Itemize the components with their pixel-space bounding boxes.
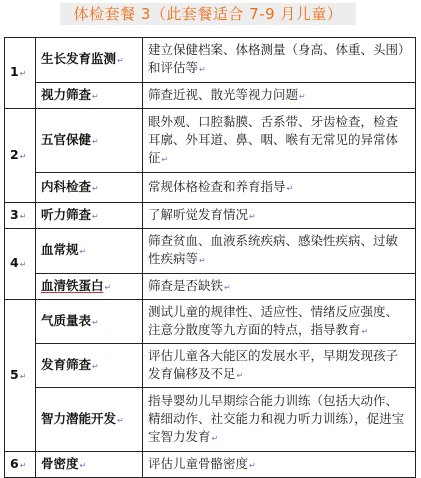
checkup-table [4, 37, 416, 478]
item-description: 指导婴幼儿早期综合能力训练（包括大动作、精细动作、社交能力和视力听力训练），促进宝宝智力发育↵ [143, 388, 416, 452]
group-number: 1↵ [5, 38, 36, 109]
item-description: 了解听觉发育情况↵ [143, 203, 416, 229]
item-description: 筛查近视、散光等视力问题↵ [143, 83, 416, 109]
item-name: 五官保健↵ [36, 109, 143, 173]
table-row [5, 274, 416, 300]
item-name: 气质量表↵ [36, 300, 143, 344]
item-description: 评估儿童各大能区的发展水平，早期发现孩子发育偏移及不足↵ [143, 344, 416, 388]
item-description: 筛查贫血、血液系统疾病、感染性疾病、过敏性疾病等↵ [143, 229, 416, 274]
item-description: 测试儿童的规律性、适应性、情绪反应强度、注意分散度等九方面的特点，指导教育↵ [143, 300, 416, 344]
table-row [5, 344, 416, 388]
title-bar [0, 0, 421, 28]
group-number: 4↵ [5, 229, 36, 300]
group-number: 5↵ [5, 300, 36, 452]
table-row [5, 388, 416, 452]
group-number: 6↵ [5, 452, 36, 478]
item-name: 内科检查↵ [36, 173, 143, 203]
item-name: 发育筛查↵ [36, 344, 143, 388]
table-row [5, 203, 416, 229]
group-number: 3↵ [5, 203, 36, 229]
item-name: 视力筛查↵ [36, 83, 143, 109]
table-row [5, 109, 416, 173]
item-name: 听力筛查↵ [36, 203, 143, 229]
item-description: 建立保健档案、体格测量（身高、体重、头围）和评估等↵ [143, 38, 416, 83]
item-name: 骨密度↵ [36, 452, 143, 478]
item-description: 筛查是否缺铁↵ [143, 274, 416, 300]
item-description: 常规体格检查和养育指导↵ [143, 173, 416, 203]
item-name: 血常规↵ [36, 229, 143, 274]
table-row [5, 83, 416, 109]
table-row [5, 452, 416, 478]
item-name: 血清铁蛋白↵ [36, 274, 143, 300]
item-name: 智力潜能开发↵ [36, 388, 143, 452]
table-row [5, 38, 416, 83]
item-description: 评估儿童骨骼密度↵ [143, 452, 416, 478]
table-row [5, 173, 416, 203]
group-number: 2↵ [5, 109, 36, 203]
table-row [5, 300, 416, 344]
table-row [5, 229, 416, 274]
item-name: 生长发育监测↵ [36, 38, 143, 83]
package-title: 体检套餐 3（此套餐适合 7-9 月儿童） [60, 3, 356, 25]
item-description: 眼外观、口腔黏膜、舌系带、牙齿检查，检查耳廓、外耳道、鼻、咽、喉有无常见的异常体征↵ [143, 109, 416, 173]
